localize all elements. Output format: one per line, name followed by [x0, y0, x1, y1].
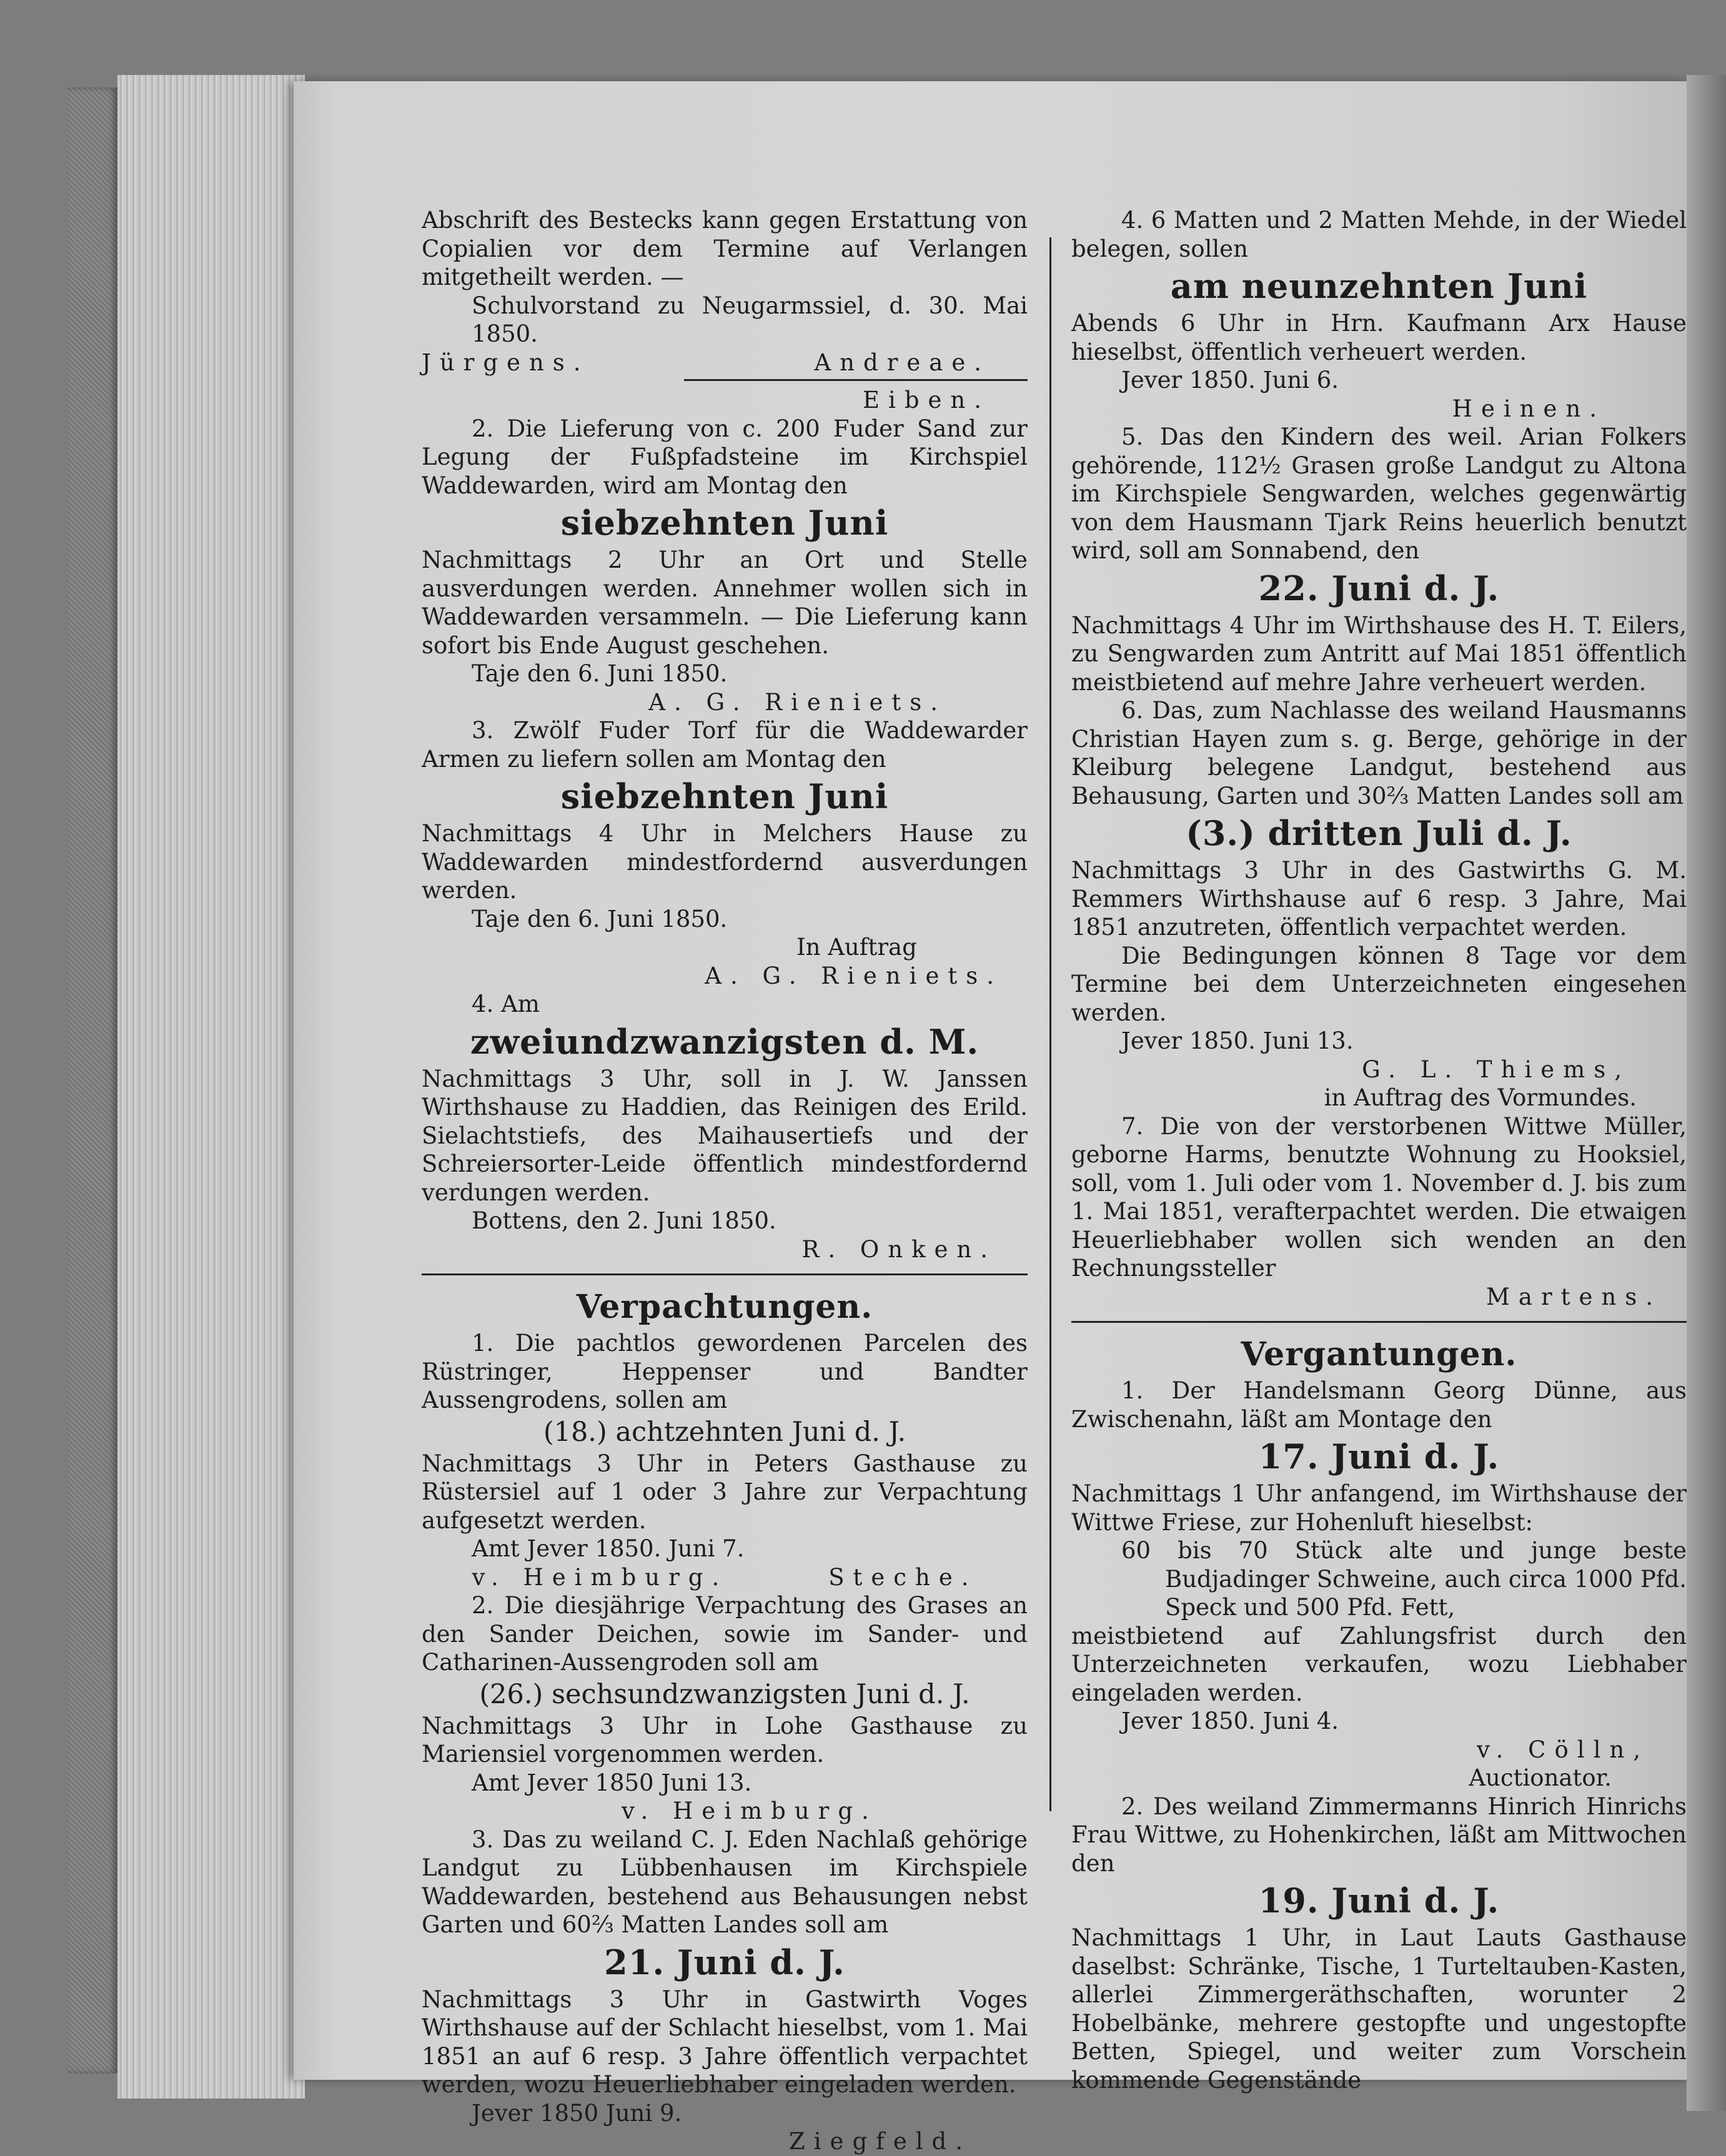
- notice-text: 5. Das den Kindern des weil. Arian Folkers gehörende, 112½ Grasen große Landgut zu Altona im Kirchspiele Sengwarden, welches gegenwärtig von dem Hausmann Tjark Reins heuerlich benutzt wird, soll am Sonnabend, den: [1071, 423, 1687, 564]
- section-divider: [1071, 1321, 1687, 1323]
- notice-text: 6. Das, zum Nachlasse des weiland Hausmanns Christian Hayen zum s. g. Berge, gehörige in der Kleiburg belegene Landgut, bestehend aus Behausung, Garten und 30⅔ Matten Landes soll am: [1071, 697, 1687, 809]
- notice-date-heading: siebzehnten Juni: [560, 503, 889, 543]
- notice-place-date: Amt Jever 1850 Juni 13.: [472, 1769, 752, 1796]
- notice-date-heading: am neunzehnten Juni: [1170, 266, 1588, 306]
- notice-text: Nachmittags 4 Uhr in Melchers Hause zu Waddewarden mindestfordernd ausverdungen werden.: [422, 820, 1028, 904]
- notice-date-heading: zweiundzwanzigsten d. M.: [470, 1021, 980, 1062]
- signature: Ziegfeld.: [789, 2128, 971, 2155]
- notice-date-heading: 17. Juni d. J.: [1258, 1437, 1500, 1476]
- signature: v. Heimburg.: [622, 1797, 878, 1824]
- book-page-edges: [117, 75, 305, 2099]
- signature-line: [422, 1563, 1028, 1592]
- notice-text: Nachmittags 2 Uhr an Ort und Stelle ausverdungen werden. Annehmer wollen sich in Waddewarden versammeln. — Die Lieferung kann sofort bis Ende August geschehen.: [422, 546, 1028, 659]
- notice-text: Nachmittags 3 Uhr in Peters Gasthause zu Rüstersiel auf 1 oder 3 Jahre zur Verpachtung aufgesetzt werden.: [422, 1450, 1028, 1534]
- signature: Martens.: [1486, 1283, 1662, 1310]
- notice-text: Nachmittags 4 Uhr im Wirthshause des H. T. Eilers, zu Sengwarden zum Antritt auf Mai 1851 öffentlich meistbietend auf mehre Jahre verheuert werden.: [1071, 611, 1687, 696]
- notice-text: meistbietend auf Zahlungsfrist durch den Unterzeichneten verkaufen, wozu Liebhaber eingeladen werden.: [1071, 1622, 1687, 1706]
- column-rule: [1049, 237, 1051, 1811]
- signature: Steche.: [828, 1563, 978, 1591]
- notice-text: Nachmittags 3 Uhr in Gastwirth Voges Wirthshause auf der Schlacht hieselbst, vom 1. Mai 1851 an auf 6 resp. 3 Jahre öffentlich verpachtet werden, wozu Heuerliebhaber eingeladen werden.: [422, 1985, 1028, 2098]
- notice-place-date: Taje den 6. Juni 1850.: [472, 905, 728, 932]
- notice-text: Nachmittags 1 Uhr, in Laut Lauts Gasthause daselbst: Schränke, Tische, 1 Turteltauben-Kasten, allerlei Zimmergeräthschaften, worunter 2 Hobelbänke, mehrere gestopfte und ungestopfte Betten, Spiegel, und weiter zum Vorschein kommende Gegenstände: [1071, 1924, 1687, 2094]
- signature: v. Heimburg.: [472, 1563, 728, 1591]
- notice-text: Die Bedingungen können 8 Tage vor dem Termine bei dem Unterzeichneten eingesehen werden.: [1071, 942, 1687, 1026]
- signature-role: Auctionator.: [1469, 1764, 1612, 1791]
- notice-text: 3. Zwölf Fuder Torf für die Waddewarder Armen zu liefern sollen am Montag den: [422, 717, 1028, 773]
- section-divider: [422, 1273, 1028, 1275]
- notice-date-heading: 22. Juni d. J.: [1258, 568, 1500, 608]
- notice-text: 4. 6 Matten und 2 Matten Mehde, in der Wiedel belegen, sollen: [1071, 207, 1687, 262]
- notice-place-date: Jever 1850. Juni 6.: [1121, 367, 1339, 393]
- notice-date-heading: (18.) achtzehnten Juni d. J.: [543, 1416, 906, 1448]
- signature: A. G. Rieniets.: [705, 962, 1003, 989]
- signature-line: [422, 349, 1028, 377]
- notice-place-date: Jever 1850. Juni 4.: [1121, 1708, 1339, 1734]
- notice-date-heading: (3.) dritten Juli d. J.: [1186, 813, 1572, 853]
- notice-text: Nachmittags 3 Uhr, soll in J. W. Janssen Wirthshause zu Haddien, das Reinigen des Erild. Sielachtstiefs, des Maihausertiefs und der Schreiersorter-Leide öffentlich mindestfordernd verdungen werden.: [422, 1065, 1028, 1206]
- notice-text: Abends 6 Uhr in Hrn. Kaufmann Arx Hause hieselbst, öffentlich verheuert werden.: [1071, 310, 1687, 365]
- notice-place-date: Jever 1850. Juni 13.: [1121, 1027, 1354, 1054]
- signature: A. G. Rieniets.: [648, 688, 946, 716]
- notice-text: 7. Die von der verstorbenen Wittwe Müller, geborne Harms, benutzte Wohnung zu Hooksiel, soll, vom 1. Juli oder vom 1. November d. J. bis zum 1. Mai 1851, verafterpachtet werden. Die etwaigen Heuerliebhaber wollen sich wenden an den Rechnungssteller: [1071, 1112, 1687, 1282]
- notice-text: 2. Des weiland Zimmermanns Hinrich Hinrichs Frau Wittwe, zu Hohenkirchen, läßt am Mittwochen den: [1071, 1793, 1687, 1877]
- book-spine-cloth: [67, 87, 117, 2074]
- notice-date-heading: (26.) sechsundzwanzigsten Juni d. J.: [479, 1678, 970, 1710]
- notice-text: 4. Am: [472, 991, 540, 1017]
- right-column: [1071, 206, 1687, 2094]
- notice-text: Nachmittags 1 Uhr anfangend, im Wirthshause der Wittwe Friese, zur Hohenluft hieselbst:: [1071, 1480, 1687, 1536]
- page-gutter-shadow: [1687, 75, 1726, 2111]
- signature: v. Cölln,: [1477, 1736, 1649, 1763]
- notice-date-heading: 21. Juni d. J.: [604, 1942, 845, 1982]
- notice-text: 1. Die pachtlos gewordenen Parcelen des Rüstringer, Heppenser und Bandter Aussengrodens, sollen am: [422, 1330, 1028, 1413]
- notice-text: 2. Die diesjährige Verpachtung des Grases an den Sander Deichen, sowie im Sander- und Catharinen-Aussengroden soll am: [422, 1592, 1028, 1676]
- signature: Eiben.: [862, 387, 990, 413]
- divider: [684, 379, 1028, 381]
- signature-role: in Auftrag des Vormundes.: [1324, 1084, 1637, 1111]
- notice-place-date: Taje den 6. Juni 1850.: [472, 660, 728, 687]
- signature: Heinen.: [1452, 395, 1605, 422]
- notice-text: Abschrift des Bestecks kann gegen Erstattung von Copialien vor dem Termine auf Verlangen mitgetheilt werden. —: [422, 207, 1028, 290]
- section-heading: Verpachtungen.: [576, 1288, 873, 1326]
- notice-text: 1. Der Handelsmann Georg Dünne, aus Zwischenahn, läßt am Montage den: [1071, 1377, 1687, 1433]
- notice-text: 2. Die Lieferung von c. 200 Fuder Sand zur Legung der Fußpfadsteine im Kirchspiel Waddewarden, wird am Montag den: [422, 415, 1028, 499]
- notice-place-date: Amt Jever 1850. Juni 7.: [472, 1535, 745, 1562]
- notice-date-heading: siebzehnten Juni: [560, 776, 889, 816]
- notice-list-text: 60 bis 70 Stück alte und junge beste Budjadinger Schweine, auch circa 1000 Pfd. Speck und 500 Pfd. Fett,: [1121, 1537, 1687, 1621]
- left-column: [422, 206, 1028, 2156]
- notice-text: 3. Das zu weiland C. J. Eden Nachlaß gehörige Landgut zu Lübbenhausen im Kirchspiele Waddewarden, bestehend aus Behausungen nebst Garten und 60⅔ Matten Landes soll am: [422, 1826, 1028, 1938]
- notice-place-date: Jever 1850 Juni 9.: [472, 2099, 682, 2127]
- notice-date-heading: 19. Juni d. J.: [1258, 1881, 1500, 1921]
- signature: R. Onken.: [801, 1235, 996, 1263]
- notice-place-date: Bottens, den 2. Juni 1850.: [472, 1207, 776, 1234]
- signature: Andreae.: [814, 349, 990, 376]
- section-heading: Vergantungen.: [1241, 1335, 1517, 1373]
- notice-text: Nachmittags 3 Uhr in Lohe Gasthause zu Mariensiel vorgenommen werden.: [422, 1712, 1028, 1768]
- notice-auftrag: In Auftrag: [796, 934, 917, 961]
- signature: G. L. Thiems,: [1362, 1056, 1630, 1083]
- notice-place-date: Schulvorstand zu Neugarmssiel, d. 30. Mai 1850.: [472, 292, 1028, 347]
- notice-text: Nachmittags 3 Uhr in des Gastwirths G. M. Remmers Wirthshause auf 6 resp. 3 Jahre, Mai 1851 anzutreten, öffentlich verpachtet werden.: [1071, 857, 1687, 941]
- signature: Jürgens.: [422, 349, 590, 376]
